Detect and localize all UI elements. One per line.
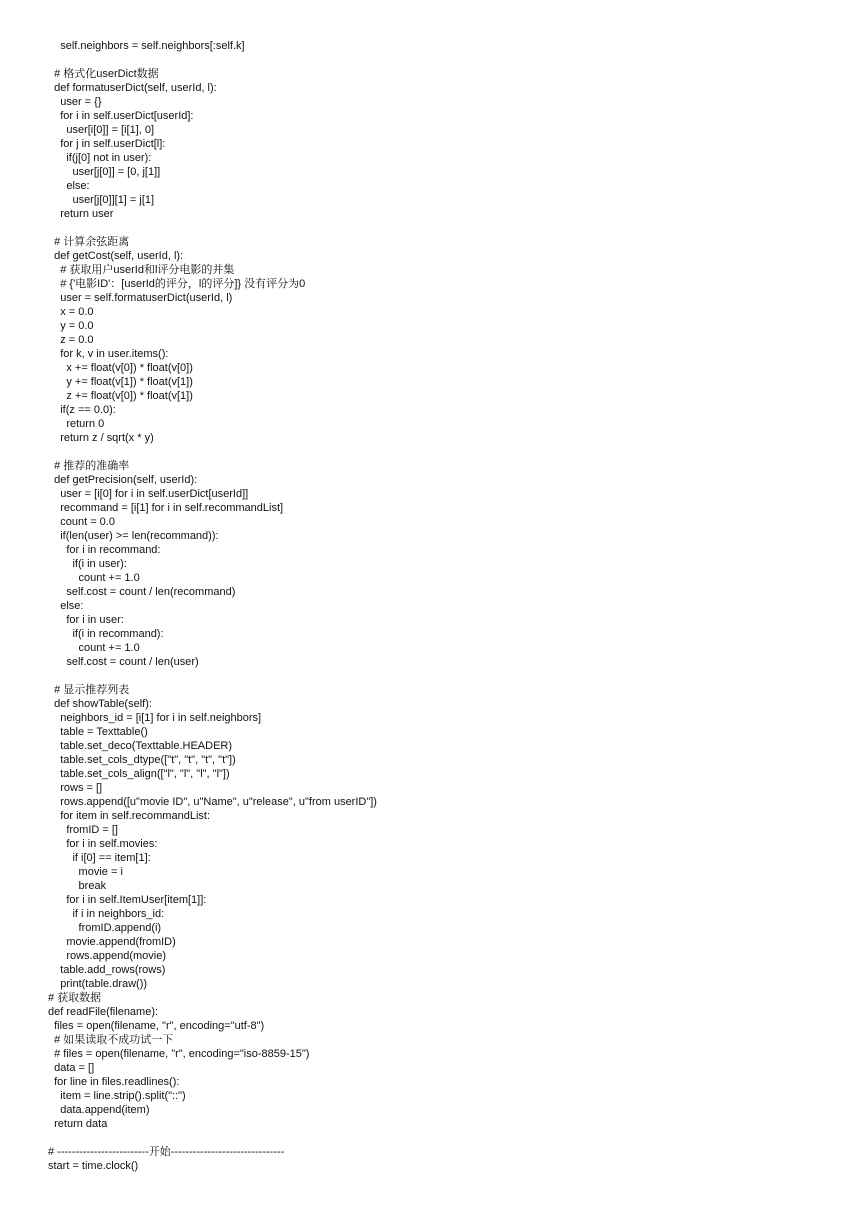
code-line: self.cost = count / len(recommand) xyxy=(48,586,236,598)
code-line: else: xyxy=(48,600,84,612)
code-line: data.append(item) xyxy=(48,1104,150,1116)
code-line: for i in self.movies: xyxy=(48,838,158,850)
code-line xyxy=(48,1131,828,1145)
code-line: self.cost = count / len(user) xyxy=(48,656,199,668)
code-line: def formatuserDict(self, userId, l): xyxy=(48,82,217,94)
code-line: for i in user: xyxy=(48,614,124,626)
code-line: if(len(user) >= len(recommand)): xyxy=(48,530,219,542)
code-line: count += 1.0 xyxy=(48,572,140,584)
code-line: for line in files.readlines(): xyxy=(48,1076,180,1088)
code-line: y += float(v[1]) * float(v[1]) xyxy=(48,376,193,388)
code-line: user = self.formatuserDict(userId, l) xyxy=(48,292,233,304)
code-line: for i in self.ItemUser[item[1]]: xyxy=(48,894,207,906)
code-line: # 如果读取不成功试一下 xyxy=(48,1034,174,1046)
code-line: table = Texttable() xyxy=(48,726,148,738)
code-line: rows.append(movie) xyxy=(48,950,166,962)
code-line: user[j[0]][1] = j[1] xyxy=(48,194,155,206)
code-line: files = open(filename, "r", encoding="utf-8") xyxy=(48,1020,265,1032)
code-line: neighbors_id = [i[1] for i in self.neighbors] xyxy=(48,712,262,724)
code-line: z = 0.0 xyxy=(48,334,94,346)
code-line: item = line.strip().split("::") xyxy=(48,1090,186,1102)
code-line: # 获取数据 xyxy=(48,992,102,1004)
code-line: if(i in user): xyxy=(48,558,127,570)
code-line: break xyxy=(48,880,107,892)
code-line: return z / sqrt(x * y) xyxy=(48,432,154,444)
code-line xyxy=(48,445,828,459)
code-line: x = 0.0 xyxy=(48,306,94,318)
code-line: for item in self.recommandList: xyxy=(48,810,210,822)
code-line: y = 0.0 xyxy=(48,320,94,332)
code-line: # 推荐的准确率 xyxy=(48,460,130,472)
code-line: # 计算余弦距离 xyxy=(48,236,130,248)
code-line: z += float(v[0]) * float(v[1]) xyxy=(48,390,193,402)
code-line: movie = i xyxy=(48,866,123,878)
code-line: table.set_cols_dtype(["t", "t", "t", "t"]) xyxy=(48,754,236,766)
code-line: if(i in recommand): xyxy=(48,628,164,640)
code-block xyxy=(48,39,828,1173)
code-line: user = {} xyxy=(48,96,102,108)
code-line xyxy=(48,221,828,235)
code-line: x += float(v[0]) * float(v[0]) xyxy=(48,362,193,374)
code-line: def readFile(filename): xyxy=(48,1006,159,1018)
code-line: # -------------------------开始------------------------------- xyxy=(48,1146,285,1158)
code-line: else: xyxy=(48,180,90,192)
code-line: rows = [] xyxy=(48,782,103,794)
code-line: def getPrecision(self, userId): xyxy=(48,474,198,486)
code-line: fromID.append(i) xyxy=(48,922,162,934)
code-line: fromID = [] xyxy=(48,824,118,836)
code-line: for i in self.userDict[userId]: xyxy=(48,110,194,122)
code-line: user[i[0]] = [i[1], 0] xyxy=(48,124,155,136)
code-line: self.neighbors = self.neighbors[:self.k] xyxy=(48,40,245,52)
code-line: return 0 xyxy=(48,418,105,430)
code-line xyxy=(48,669,828,683)
code-line: user = [i[0] for i in self.userDict[userId]] xyxy=(48,488,249,500)
code-line: # files = open(filename, "r", encoding="iso-8859-15") xyxy=(48,1048,310,1060)
code-line: def showTable(self): xyxy=(48,698,152,710)
code-line: movie.append(fromID) xyxy=(48,936,176,948)
code-line: # 获取用户userId和l评分电影的并集 xyxy=(48,264,235,276)
code-line: recommand = [i[1] for i in self.recommandList] xyxy=(48,502,284,514)
code-line: # 显示推荐列表 xyxy=(48,684,130,696)
code-line: table.set_cols_align(["l", "l", "l", "l"]) xyxy=(48,768,230,780)
code-line: if i[0] == item[1]: xyxy=(48,852,151,864)
code-line: return user xyxy=(48,208,114,220)
code-line: print(table.draw()) xyxy=(48,978,148,990)
code-line: start = time.clock() xyxy=(48,1160,139,1172)
code-line: for i in recommand: xyxy=(48,544,161,556)
code-line xyxy=(48,53,828,67)
code-line: if(z == 0.0): xyxy=(48,404,116,416)
code-line: count = 0.0 xyxy=(48,516,115,528)
code-line: for j in self.userDict[l]: xyxy=(48,138,166,150)
code-line: rows.append([u"movie ID", u"Name", u"release", u"from userID"]) xyxy=(48,796,377,808)
code-line: table.add_rows(rows) xyxy=(48,964,166,976)
code-line: count += 1.0 xyxy=(48,642,140,654)
code-line: # {'电影ID'：[userId的评分，l的评分]} 没有评分为0 xyxy=(48,278,306,290)
code-line: user[j[0]] = [0, j[1]] xyxy=(48,166,161,178)
code-line: for k, v in user.items(): xyxy=(48,348,169,360)
code-line: return data xyxy=(48,1118,108,1130)
code-line: data = [] xyxy=(48,1062,95,1074)
code-line: def getCost(self, userId, l): xyxy=(48,250,184,262)
code-line: if i in neighbors_id: xyxy=(48,908,165,920)
code-line: if(j[0] not in user): xyxy=(48,152,152,164)
code-line: table.set_deco(Texttable.HEADER) xyxy=(48,740,233,752)
code-line: # 格式化userDict数据 xyxy=(48,68,159,80)
